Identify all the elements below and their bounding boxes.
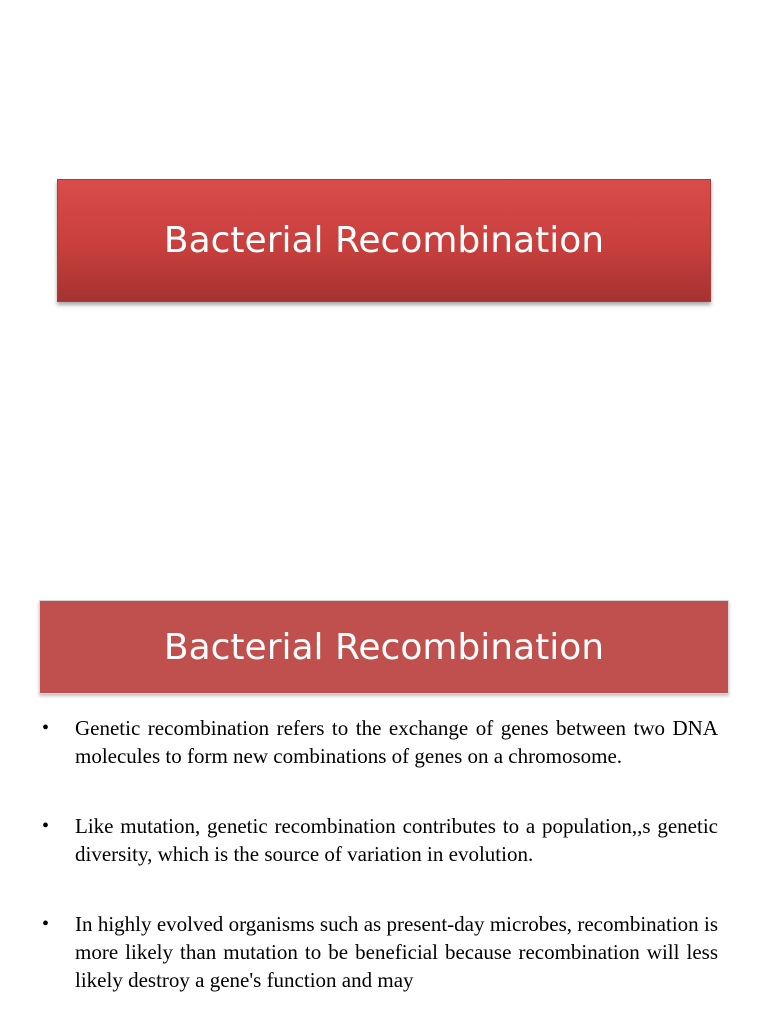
- slide2-title: Bacterial Recombination: [163, 626, 605, 668]
- slide2-bullet-list: [42, 714, 718, 994]
- bullet-icon: •: [42, 815, 50, 837]
- slide1-title-box: [57, 179, 711, 302]
- bullet-item: [42, 714, 718, 770]
- bullet-icon: •: [42, 913, 50, 935]
- bullet-text: Like mutation, genetic recombination contributes to a population,,s genetic diversity, which is the source of variation in evolution.: [75, 814, 718, 866]
- bullet-text: Genetic recombination refers to the exchange of genes between two DNA molecules to form new combinations of genes on a chromosome.: [75, 716, 718, 768]
- bullet-icon: •: [42, 717, 50, 739]
- slide1-title: Bacterial Recombination: [163, 220, 605, 261]
- bullet-item: [42, 812, 718, 868]
- bullet-text: In highly evolved organisms such as present-day microbes, recombination is more likely than mutation to be beneficial because recombination will less likely destroy a gene's function and may: [75, 912, 718, 992]
- bullet-item: [42, 910, 718, 994]
- slide2-title-box: [39, 600, 729, 694]
